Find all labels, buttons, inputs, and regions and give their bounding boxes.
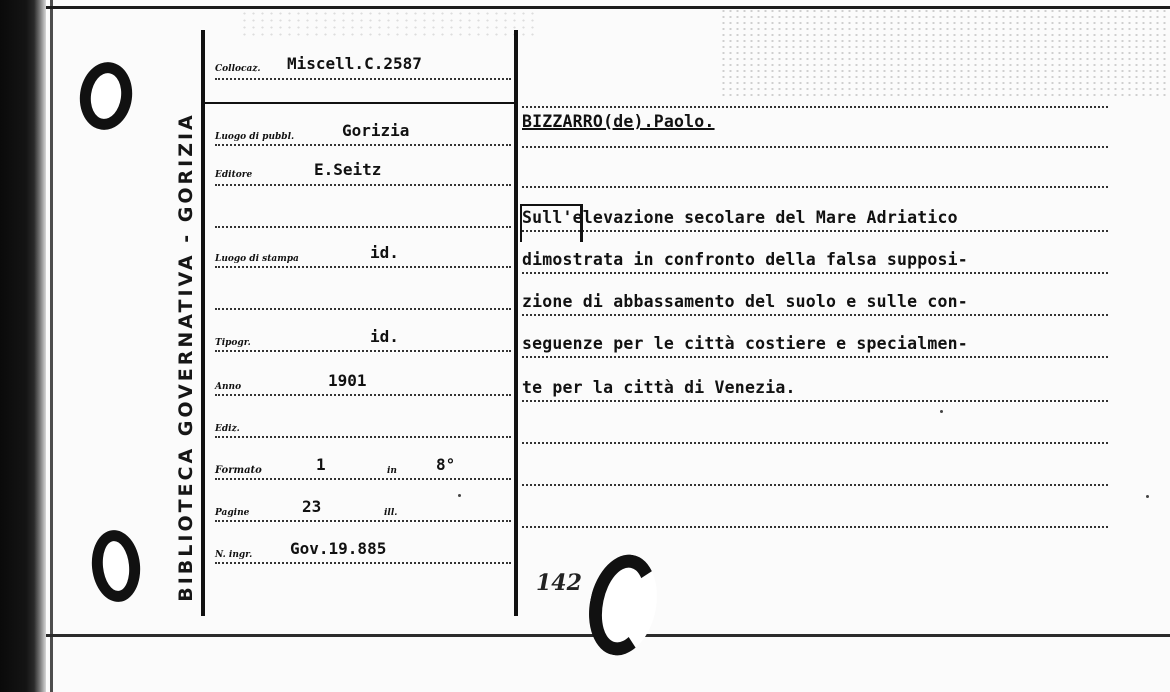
row-line (215, 392, 511, 396)
editore-value: E.Seitz (314, 160, 382, 179)
row-line (215, 348, 511, 352)
handwritten-number: 142 (536, 570, 582, 596)
anno-value: 1901 (328, 371, 367, 390)
editore-label: Editore (215, 170, 253, 180)
row-line (215, 560, 511, 564)
left-column-divider (201, 30, 205, 616)
row-line (215, 264, 511, 268)
row-line (215, 182, 511, 186)
author-heading: BIZZARRO(de).Paolo. (522, 112, 715, 131)
title-line-4: seguenze per le città costiere e specialmen- (522, 334, 968, 353)
row-line (215, 434, 511, 438)
row-line (522, 482, 1108, 486)
header-separator (205, 100, 515, 104)
row-line (215, 476, 511, 480)
row-line (522, 440, 1108, 444)
row-line (522, 270, 1108, 274)
scan-speck (458, 494, 461, 497)
card-left-edge-line (50, 0, 53, 692)
scan-speck (940, 410, 943, 413)
row-line (215, 518, 511, 522)
row-line (522, 104, 1108, 108)
numero-ingresso-label: N. ingr. (215, 550, 253, 560)
formato-size: 8° (436, 455, 456, 474)
tipografo-label: Tipogr. (215, 338, 251, 348)
punch-hole-top (76, 59, 137, 134)
row-line (215, 76, 511, 80)
scan-noise (720, 8, 1170, 98)
collocazione-label: Collocaz. (215, 64, 261, 74)
punch-hole-bottom (88, 528, 143, 605)
title-line-3: zione di abbassamento del suolo e sulle con- (522, 292, 968, 311)
row-line (215, 224, 511, 228)
formato-volumes: 1 (316, 455, 326, 474)
punch-hole-center (580, 548, 666, 661)
formato-label: Formato (215, 465, 262, 476)
row-line (522, 524, 1108, 528)
row-line (522, 312, 1108, 316)
scan-speck (1146, 495, 1149, 498)
row-line (522, 398, 1108, 402)
title-line-2: dimostrata in confronto della falsa supposi- (522, 250, 968, 269)
luogo-stampa-value: id. (370, 243, 399, 262)
formato-in-label: in (387, 466, 397, 476)
luogo-stampa-label: Luogo di stampa (215, 254, 299, 264)
row-line (215, 306, 511, 310)
collocazione-value: Miscell.C.2587 (287, 54, 422, 73)
row-line (215, 142, 511, 146)
luogo-pubbl-value: Gorizia (342, 121, 410, 140)
pagine-label: Pagine (215, 508, 250, 518)
numero-ingresso-value: Gov.19.885 (290, 539, 387, 558)
center-column-divider (514, 30, 518, 616)
pagine-value: 23 (302, 497, 322, 516)
row-line (522, 184, 1108, 188)
ill-label: ill. (384, 508, 398, 518)
scan-noise (240, 10, 540, 40)
top-rule (46, 6, 1170, 9)
luogo-pubbl-label: Luogo di pubbl. (215, 132, 295, 142)
edizione-label: Ediz. (215, 424, 240, 434)
row-line (522, 354, 1108, 358)
tipografo-value: id. (370, 327, 399, 346)
row-line (522, 228, 1108, 232)
title-line-5: te per la città di Venezia. (522, 378, 796, 397)
row-line (522, 144, 1108, 148)
card-left-edge (0, 0, 46, 692)
anno-label: Anno (215, 382, 242, 392)
title-line-1: Sull'elevazione secolare del Mare Adriatico (522, 208, 958, 227)
library-spine-text: BIBLIOTECA GOVERNATIVA - GORIZIA (175, 112, 197, 602)
